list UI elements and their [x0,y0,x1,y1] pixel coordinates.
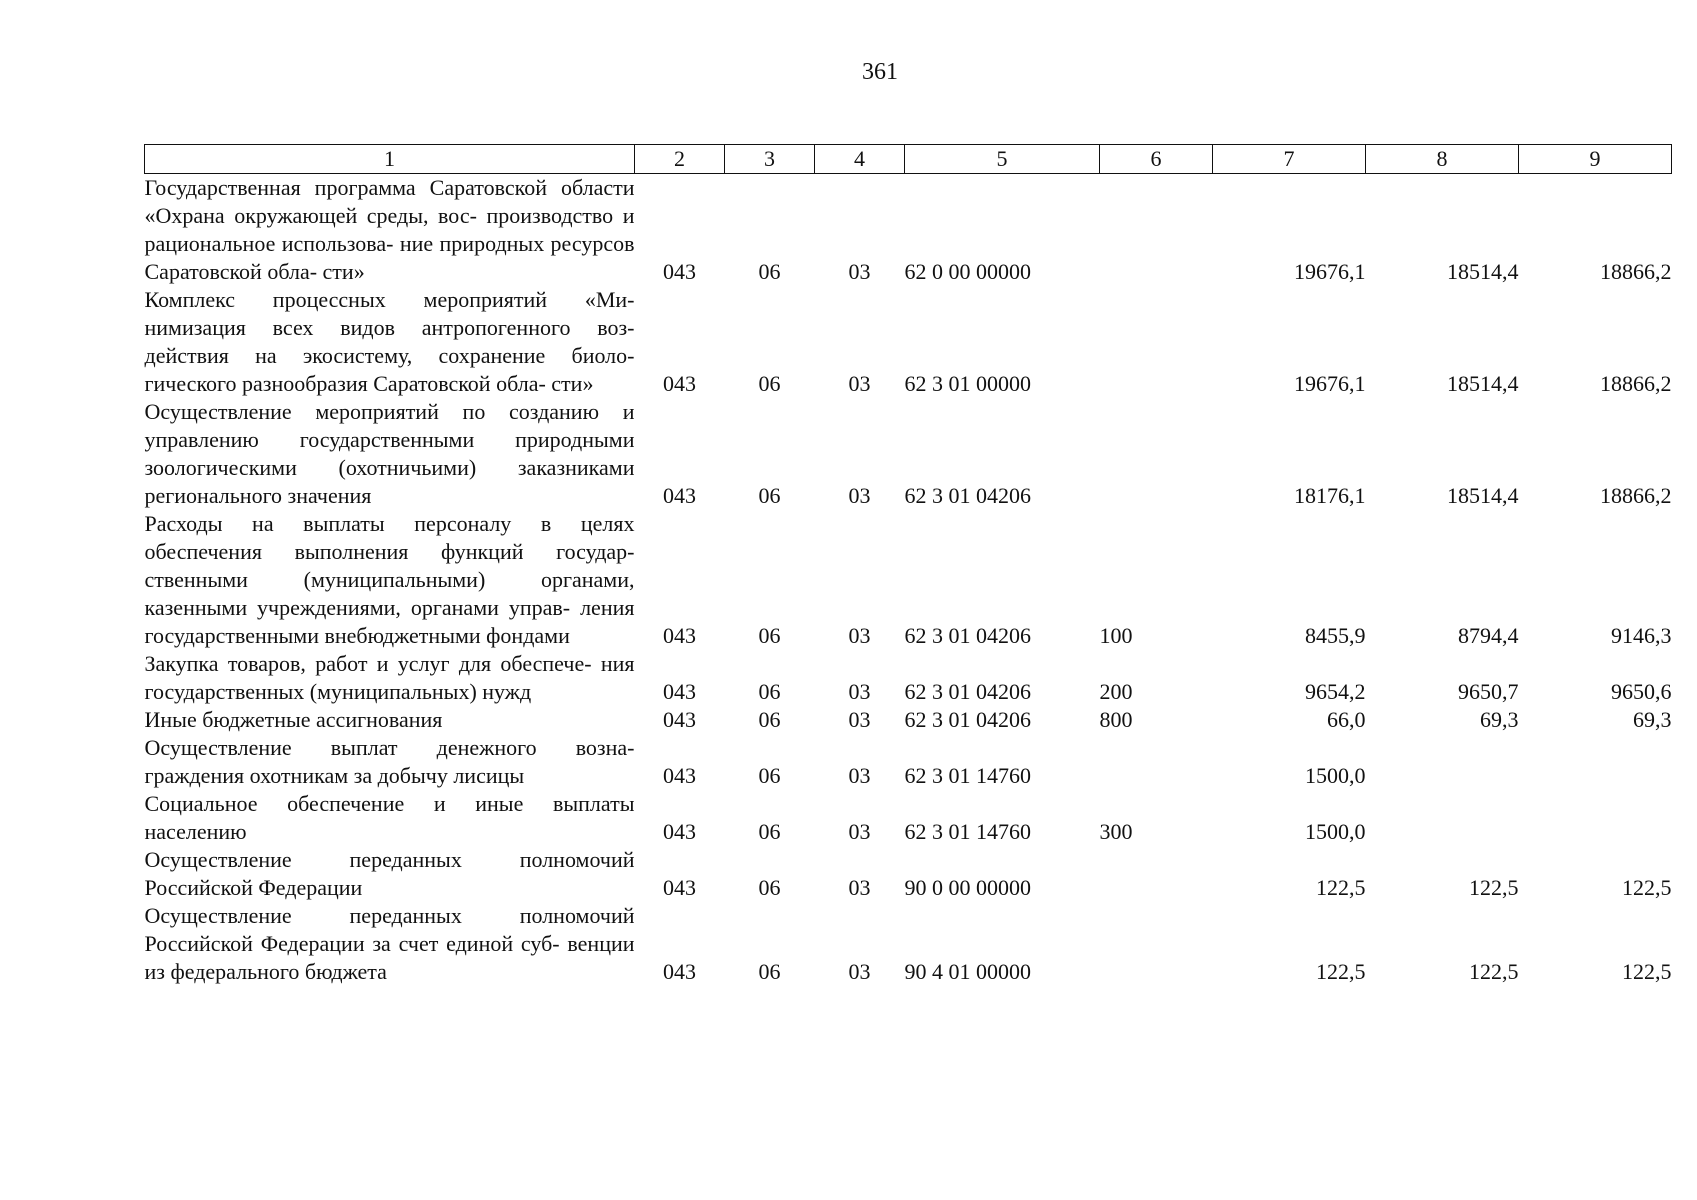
section-code: 06 [758,623,781,648]
page-number: 361 [862,59,898,85]
target-article-code: 90 4 01 00000 [904,959,1031,984]
target-article-code: 62 0 00 00000 [904,259,1031,284]
amount-year-3 [1519,734,1672,790]
column-header: 3 [725,145,815,174]
amount-year-1: 122,5 [1316,959,1366,984]
amount-year-2 [1366,734,1519,790]
amount-year-3: 9146,3 [1611,623,1672,648]
expense-type-code: 300 [1099,819,1133,844]
description-line: Осуществление переданных полномочий [144,847,635,872]
section-code: 06 [758,679,781,704]
amount-year-1: 9654,2 [1305,679,1366,704]
table-row [145,734,1672,790]
amount-year-2: 122,5 [1469,875,1519,900]
amount-year-2: 8794,4 [1458,623,1519,648]
description-line: ственными (муниципальными) органами, [144,567,635,592]
description-line: Российской Федерации [144,875,363,900]
subsection-code: 03 [848,707,871,732]
description-line: Осуществление мероприятий по созданию и [144,399,635,424]
table-body [145,174,1672,987]
expense-type-code: 200 [1099,679,1133,704]
expense-type-code [1100,398,1213,510]
ministry-code: 043 [663,679,696,704]
description-line: Государственная программа Саратовской [144,175,547,200]
expense-type-code: 100 [1099,623,1133,648]
amount-year-1: 18176,1 [1294,483,1366,508]
expense-type-code [1100,174,1213,287]
description-line: Комплекс процессных мероприятий «Ми- [144,287,635,312]
description-line: производство и рациональное использова- [144,203,635,256]
amount-year-2: 18514,4 [1447,259,1519,284]
description-line: регионального значения [144,483,372,508]
target-article-code: 62 3 01 04206 [904,623,1031,648]
section-code: 06 [758,763,781,788]
table-row [145,398,1672,510]
budget-table [144,144,1672,986]
description-line: ления государственными внебюджетными [144,595,635,648]
row-description [145,510,635,650]
expense-type-code [1100,286,1213,398]
description-line: сти» [322,259,365,284]
amount-year-1: 19676,1 [1294,259,1366,284]
table-row [145,174,1672,287]
description-line: ния государственных (муниципальных) нужд [144,651,635,704]
ministry-code: 043 [663,623,696,648]
description-line: Осуществление переданных полномочий [144,903,635,928]
amount-year-1: 8455,9 [1305,623,1366,648]
amount-year-3: 18866,2 [1600,259,1672,284]
section-code: 06 [758,371,781,396]
expense-type-code: 800 [1099,707,1133,732]
row-description [145,790,635,846]
row-description [145,174,635,287]
table-row [145,902,1672,986]
amount-year-3: 122,5 [1622,959,1672,984]
section-code: 06 [758,875,781,900]
description-line: нимизация всех видов антропогенного воз- [144,315,635,340]
ministry-code: 043 [663,819,696,844]
description-line: управлению государственными природными [144,427,635,452]
column-header: 6 [1100,145,1213,174]
description-line: гического разнообразия Саратовской обла- [144,371,546,396]
amount-year-2: 69,3 [1480,707,1519,732]
section-code: 06 [758,819,781,844]
ministry-code: 043 [663,875,696,900]
amount-year-2: 9650,7 [1458,679,1519,704]
subsection-code: 03 [848,763,871,788]
table-row [145,790,1672,846]
row-description [145,846,635,902]
target-article-code: 90 0 00 00000 [904,875,1031,900]
ministry-code: 043 [663,763,696,788]
description-line: сти» [551,371,594,396]
description-line: граждения охотникам за добычу лисицы [144,763,525,788]
target-article-code: 62 3 01 00000 [904,371,1031,396]
section-code: 06 [758,707,781,732]
amount-year-2: 18514,4 [1447,483,1519,508]
header-row [145,145,1672,174]
subsection-code: 03 [848,959,871,984]
description-line: действия на экосистему, сохранение биоло- [144,343,635,368]
description-line: Российской Федерации за счет единой суб- [144,931,560,956]
description-line: Иные бюджетные ассигнования [144,707,443,732]
expense-type-code [1100,734,1213,790]
ministry-code: 043 [663,259,696,284]
description-line: Осуществление выплат денежного возна- [144,735,635,760]
amount-year-3: 18866,2 [1600,483,1672,508]
section-code: 06 [758,259,781,284]
amount-year-2 [1366,790,1519,846]
table-row [145,286,1672,398]
column-header: 1 [145,145,635,174]
amount-year-3: 122,5 [1622,875,1672,900]
description-line: Закупка товаров, работ и услуг для обеспече- [144,651,592,676]
subsection-code: 03 [848,483,871,508]
amount-year-2: 18514,4 [1447,371,1519,396]
target-article-code: 62 3 01 04206 [904,707,1031,732]
description-line: казенными учреждениями, органами управ- [144,595,571,620]
amount-year-2: 122,5 [1469,959,1519,984]
ministry-code: 043 [663,371,696,396]
amount-year-3: 18866,2 [1600,371,1672,396]
amount-year-1: 122,5 [1316,875,1366,900]
amount-year-3: 9650,6 [1611,679,1672,704]
subsection-code: 03 [848,679,871,704]
amount-year-1: 19676,1 [1294,371,1366,396]
table-row [145,706,1672,734]
amount-year-1: 66,0 [1327,707,1366,732]
row-description [145,398,635,510]
target-article-code: 62 3 01 04206 [904,483,1031,508]
amount-year-3 [1519,790,1672,846]
column-header: 9 [1519,145,1672,174]
description-line: венции из федерального бюджета [144,931,635,984]
amount-year-1: 1500,0 [1305,763,1366,788]
amount-year-3: 69,3 [1633,707,1672,732]
expense-type-code [1100,846,1213,902]
description-line: зоологическими (охотничьими) заказниками [144,455,635,480]
ministry-code: 043 [663,707,696,732]
table-row [145,846,1672,902]
expense-type-code [1100,902,1213,986]
row-description [145,286,635,398]
description-line: фондами [486,623,570,648]
target-article-code: 62 3 01 04206 [904,679,1031,704]
row-description [145,902,635,986]
subsection-code: 03 [848,819,871,844]
description-line: области «Охрана окружающей среды, вос- [144,175,635,228]
description-line: Социальное обеспечение и иные выплаты [144,791,635,816]
row-description [145,706,635,734]
section-code: 06 [758,483,781,508]
description-line: Расходы на выплаты персоналу в целях [144,511,635,536]
subsection-code: 03 [848,875,871,900]
column-header: 5 [905,145,1100,174]
ministry-code: 043 [663,483,696,508]
column-header: 8 [1366,145,1519,174]
subsection-code: 03 [848,623,871,648]
description-line: обеспечения выполнения функций государ- [144,539,635,564]
row-description [145,734,635,790]
section-code: 06 [758,959,781,984]
row-description [145,650,635,706]
target-article-code: 62 3 01 14760 [904,763,1031,788]
table-row [145,650,1672,706]
amount-year-1: 1500,0 [1305,819,1366,844]
column-header: 4 [815,145,905,174]
column-header: 2 [635,145,725,174]
subsection-code: 03 [848,259,871,284]
column-header: 7 [1213,145,1366,174]
ministry-code: 043 [663,959,696,984]
table-row [145,510,1672,650]
description-line: ние природных ресурсов Саратовской обла- [144,231,635,284]
description-line: населению [144,819,247,844]
subsection-code: 03 [848,371,871,396]
target-article-code: 62 3 01 14760 [904,819,1031,844]
